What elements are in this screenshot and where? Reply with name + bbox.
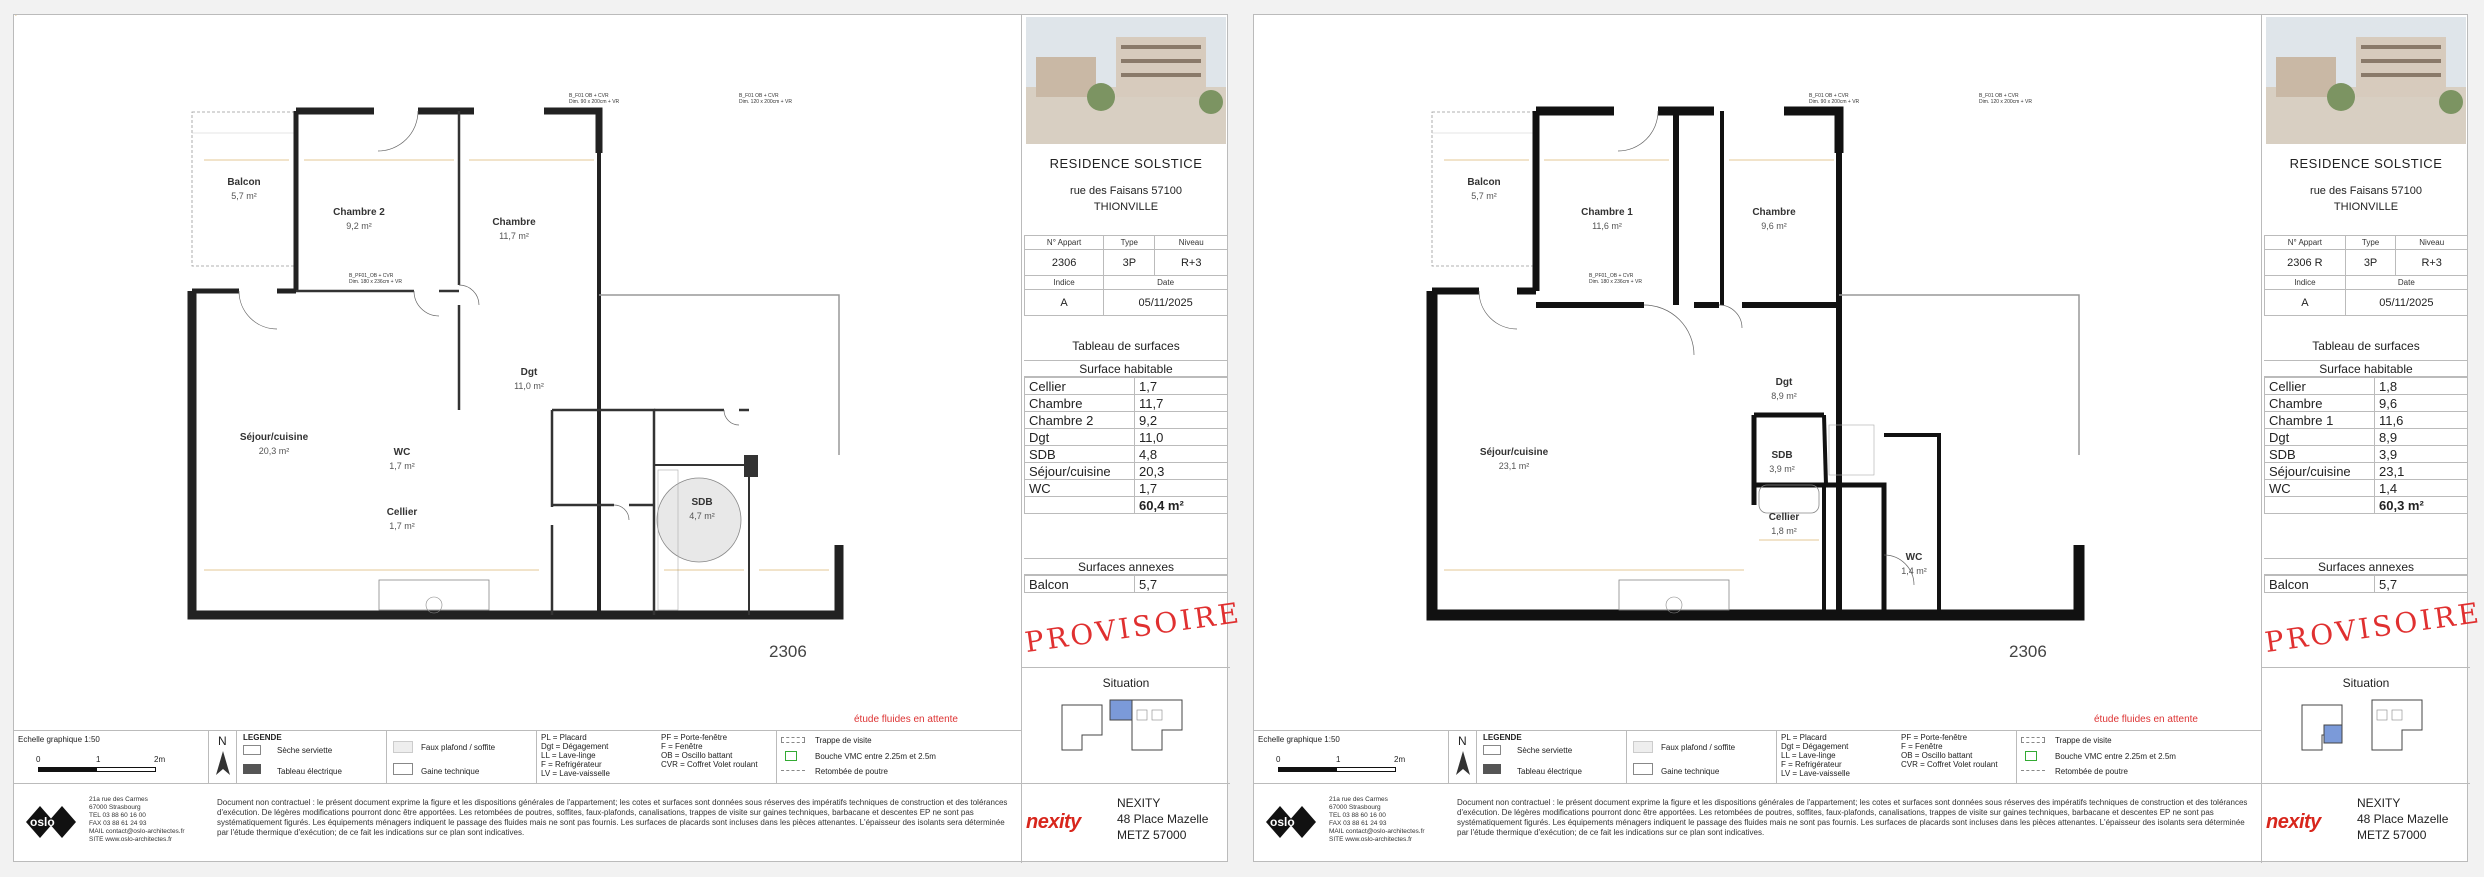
surface-area: 8,9 xyxy=(2375,429,2468,446)
legend-abbr-1 xyxy=(1777,731,1897,784)
abbr-2-2: OB = Oscillo battant xyxy=(661,751,733,760)
surface-room: SDB xyxy=(2265,446,2375,463)
room-area: 4,7 m² xyxy=(689,511,715,521)
meta-header-appart: N° Appart xyxy=(1025,236,1104,250)
indice-header: Indice xyxy=(2265,276,2346,290)
oslo-addr-1: 67000 Strasbourg xyxy=(89,804,141,811)
residence-title: RESIDENCE SOLSTICE xyxy=(1049,156,1203,171)
legend-gaine: Gaine technique xyxy=(1661,767,1720,776)
svg-text:B_F01 OB + CVR: B_F01 OB + CVR xyxy=(1979,93,2019,99)
appart-value: 2306 xyxy=(1025,250,1104,276)
room-name: WC xyxy=(393,447,411,458)
room-name: Balcon xyxy=(227,177,261,188)
legend-abbr-1 xyxy=(537,731,657,784)
legend-vmc: Bouche VMC entre 2.25m et 2.5m xyxy=(2055,752,2176,761)
surface-row xyxy=(2265,463,2468,480)
residence-address xyxy=(1022,183,1230,215)
surface-area: 9,6 xyxy=(2375,395,2468,412)
indice-header: Indice xyxy=(1025,276,1104,290)
legend-title: LEGENDE xyxy=(243,733,282,742)
gaine-icon xyxy=(393,763,413,775)
abbr-1-1: Dgt = Dégagement xyxy=(541,742,609,751)
oslo-addr-0: 21a rue des Carmes xyxy=(89,796,148,803)
room-name: SDB xyxy=(1771,450,1793,461)
room-name: WC xyxy=(1905,552,1923,563)
abbr-2-1: F = Fenêtre xyxy=(1901,742,1943,751)
surface-total-blank xyxy=(2265,497,2375,514)
residence-address xyxy=(2262,183,2470,215)
room-area: 1,8 m² xyxy=(1771,526,1797,536)
trappe-icon xyxy=(781,737,805,743)
surface-area: 1,8 xyxy=(2375,378,2468,395)
disclaimer: Document non contractuel : le présent document exprime la figure et les dispositions générales de l'appartement; les cotes et surfaces sont données sous réserves des impératifs techniques de construction et des tolérances d'exécution. De légères modifications pourront donc être apportées. Les retombées de poutres, soffites, faux-plafonds, canalisations, trappes de visite sur gaines techniques, barbacane et descentes EP ne sont pas systématiquement figurés. Les équipements ménagers indiquent le passage des fluides mais ne sont pas fournis. Les surfaces de placards sont incluses dans les pièces attenantes. L'épaisseur des isolants sera déterminée par l'étude thermique d'exécution; de ce fait les indications sur ce plan sont indicatives. xyxy=(1457,798,2248,837)
surface-row xyxy=(2265,395,2468,412)
date-value: 05/11/2025 xyxy=(2345,290,2467,316)
abbr-2-3: CVR = Coffret Volet roulant xyxy=(661,760,758,769)
situation-label: Situation xyxy=(1022,667,1230,690)
scale-cell xyxy=(14,731,209,784)
floor-plan-drawing xyxy=(14,11,1021,730)
annexes-title: Surfaces annexes xyxy=(2264,558,2468,575)
oslo-addr-2: TEL 03 88 60 16 00 xyxy=(1329,812,1386,819)
niveau-value: R+3 xyxy=(2396,250,2468,276)
address-line-1: rue des Faisans 57100 xyxy=(1070,185,1182,197)
room-area: 23,1 m² xyxy=(1498,461,1530,471)
nexity-address xyxy=(2357,795,2448,843)
oslo-addr-5: SITE www.oslo-architectes.fr xyxy=(89,836,173,843)
svg-text:Dim. 180 x 236cm + VR: Dim. 180 x 236cm + VR xyxy=(1589,279,1642,285)
north-arrow-icon xyxy=(1454,749,1472,777)
surface-room: Chambre xyxy=(1025,395,1135,412)
room-area: 11,7 m² xyxy=(499,231,529,241)
habitable-table xyxy=(1024,377,1228,514)
svg-text:B_F01 OB + CVR: B_F01 OB + CVR xyxy=(569,93,609,99)
info-panel xyxy=(1021,15,1244,863)
room-area: 8,9 m² xyxy=(1771,391,1797,401)
room-area: 5,7 m² xyxy=(1471,191,1497,201)
legend-title: LEGENDE xyxy=(1483,733,1522,742)
scale-bar-black xyxy=(38,767,96,772)
abbr-2-1: F = Fenêtre xyxy=(661,742,703,751)
type-value: 3P xyxy=(1104,250,1155,276)
legend-strip xyxy=(14,730,1021,783)
room-area: 1,4 m² xyxy=(1901,566,1927,576)
north-cell xyxy=(209,731,237,784)
scale-bar-black xyxy=(1278,767,1336,772)
abbr-1-3: F = Refrigérateur xyxy=(541,760,602,769)
date-header: Date xyxy=(2345,276,2467,290)
surface-row xyxy=(1025,463,1228,480)
abbr-1-4: LV = Lave-vaisselle xyxy=(1781,769,1850,778)
room-area: 11,6 m² xyxy=(1592,221,1622,231)
oslo-addr-2: TEL 03 88 60 16 00 xyxy=(89,812,146,819)
abbr-1-0: PL = Placard xyxy=(1781,733,1827,742)
appart-value: 2306 R xyxy=(2265,250,2346,276)
surface-total: 60,3 m² xyxy=(2375,497,2468,514)
surface-area: 23,1 xyxy=(2375,463,2468,480)
annexe-area: 5,7 xyxy=(2375,576,2468,593)
north-cell xyxy=(1449,731,1477,784)
floor-plan-drawing xyxy=(1254,15,2261,730)
fluides-note: étude fluides en attente xyxy=(854,714,958,725)
retombee-icon xyxy=(781,770,805,774)
situation-label: Situation xyxy=(2262,667,2470,690)
oslo-address xyxy=(1329,796,1425,844)
scale-label: Echelle graphique 1:50 xyxy=(1258,735,1340,744)
room-area: 9,6 m² xyxy=(1761,221,1787,231)
meta-header-niveau: Niveau xyxy=(1155,236,1228,250)
nexity-addr-1: 48 Place Mazelle xyxy=(1117,812,1209,826)
surface-area: 11,6 xyxy=(2375,412,2468,429)
meta-header-type: Type xyxy=(2345,236,2396,250)
nexity-address xyxy=(1117,795,1208,843)
svg-text:Dim. 90 x 200cm + VR: Dim. 90 x 200cm + VR xyxy=(1809,99,1860,105)
room-name: SDB xyxy=(691,497,713,508)
room-area: 1,7 m² xyxy=(389,521,415,531)
building-photo xyxy=(1026,17,1226,144)
scale-bar-white xyxy=(96,767,156,772)
abbr-1-0: PL = Placard xyxy=(541,733,587,742)
tableau-icon xyxy=(1483,764,1501,774)
oslo-logo xyxy=(1262,800,1320,842)
surface-row xyxy=(1025,378,1228,395)
scale-cell xyxy=(1254,731,1449,784)
meta-table xyxy=(2264,235,2468,316)
nexity-box xyxy=(2262,783,2470,863)
svg-text:Dim. 180 x 236cm + VR: Dim. 180 x 236cm + VR xyxy=(349,279,402,285)
surface-room: Cellier xyxy=(1025,378,1135,395)
room-name: Cellier xyxy=(386,507,418,518)
surfaces-title: Tableau de surfaces xyxy=(2312,339,2420,353)
legend-vmc: Bouche VMC entre 2.25m et 2.5m xyxy=(815,752,936,761)
legend-strip xyxy=(1254,730,2261,783)
annexes-table xyxy=(1024,575,1228,593)
plan-number: 2306 xyxy=(2009,642,2047,661)
oslo-addr-3: FAX 03 88 61 24 93 xyxy=(89,820,147,827)
situation-map xyxy=(1042,690,1212,760)
annexe-row xyxy=(1025,576,1228,593)
room-area: 11,0 m² xyxy=(514,381,544,391)
surface-row xyxy=(1025,395,1228,412)
surface-row xyxy=(2265,446,2468,463)
habitable-table xyxy=(2264,377,2468,514)
scale-tick-0: 0 xyxy=(1276,755,1281,764)
vmc-icon xyxy=(785,751,797,761)
abbr-1-2: LL = Lave-linge xyxy=(1781,751,1836,760)
legend-cell-2 xyxy=(387,731,537,784)
abbr-2-0: PF = Porte-fenêtre xyxy=(1901,733,1968,742)
surface-area: 1,7 xyxy=(1135,480,1228,497)
scale-tick-2: 2m xyxy=(1394,755,1406,764)
plan-number: 2306 xyxy=(769,642,807,661)
nexity-addr-2: METZ 57000 xyxy=(1117,828,1187,842)
surface-room: WC xyxy=(2265,480,2375,497)
address-line-1: rue des Faisans 57100 xyxy=(2310,185,2422,197)
svg-text:B_F01 OB + CVR: B_F01 OB + CVR xyxy=(739,93,779,99)
svg-text:.: . xyxy=(15,11,17,18)
window-tag xyxy=(349,93,792,285)
tableau-icon xyxy=(243,764,261,774)
room-name: Séjour/cuisine xyxy=(239,432,309,443)
surface-total-row xyxy=(1025,497,1228,514)
plan-sheet-left xyxy=(13,11,1244,862)
legend-cell-2 xyxy=(1627,731,1777,784)
surface-room: WC xyxy=(1025,480,1135,497)
oslo-logo xyxy=(22,800,80,842)
room-name: Chambre 1 xyxy=(1581,207,1633,218)
svg-text:B_PF01_OB + CVR: B_PF01_OB + CVR xyxy=(1589,273,1634,279)
abbr-1-4: LV = Lave-vaisselle xyxy=(541,769,610,778)
room-area: 20,3 m² xyxy=(258,446,290,456)
surface-room: Séjour/cuisine xyxy=(1025,463,1135,480)
legend-retombee: Retombée de poutre xyxy=(815,767,888,776)
surface-total: 60,4 m² xyxy=(1135,497,1228,514)
nexity-addr-2: METZ 57000 xyxy=(2357,828,2427,842)
meta-header-niveau: Niveau xyxy=(2396,236,2468,250)
date-header: Date xyxy=(1104,276,1228,290)
surface-area: 4,8 xyxy=(1135,446,1228,463)
surface-room: Chambre 1 xyxy=(2265,412,2375,429)
legend-tableau: Tableau électrique xyxy=(277,767,342,776)
legend-cell-1 xyxy=(237,731,387,784)
nexity-addr-0: NEXITY xyxy=(1117,796,1161,810)
legend-abbr-2 xyxy=(1897,731,2017,784)
surface-row xyxy=(2265,429,2468,446)
annexe-row xyxy=(2265,576,2468,593)
legend-trappe: Trappe de visite xyxy=(815,736,872,745)
scale-label: Echelle graphique 1:50 xyxy=(18,735,100,744)
nexity-addr-0: NEXITY xyxy=(2357,796,2401,810)
surface-row xyxy=(1025,412,1228,429)
room-name: Chambre xyxy=(1752,207,1796,218)
legend-trappe: Trappe de visite xyxy=(2055,736,2112,745)
surface-room: Séjour/cuisine xyxy=(2265,463,2375,480)
annexes-title: Surfaces annexes xyxy=(1024,558,1228,575)
meta-header-appart: N° Appart xyxy=(2265,236,2346,250)
surface-room: SDB xyxy=(1025,446,1135,463)
nexity-box xyxy=(1022,783,1230,863)
abbr-1-1: Dgt = Dégagement xyxy=(1781,742,1849,751)
north-label: N xyxy=(218,734,227,748)
trappe-icon xyxy=(2021,737,2045,743)
legend-retombee: Retombée de poutre xyxy=(2055,767,2128,776)
north-arrow-icon xyxy=(214,749,232,777)
habitable-title: Surface habitable xyxy=(1024,360,1228,377)
meta-header-type: Type xyxy=(1104,236,1155,250)
seche-icon xyxy=(243,745,261,755)
provisoire-stamp: PROVISOIRE xyxy=(1022,595,1244,660)
oslo-addr-3: FAX 03 88 61 24 93 xyxy=(1329,820,1387,827)
oslo-addr-1: 67000 Strasbourg xyxy=(1329,804,1381,811)
surface-row xyxy=(1025,429,1228,446)
annexe-room: Balcon xyxy=(1025,576,1135,593)
surface-total-blank xyxy=(1025,497,1135,514)
legend-cell-1 xyxy=(1477,731,1627,784)
svg-text:Dim. 120 x 200cm + VR: Dim. 120 x 200cm + VR xyxy=(739,99,792,105)
abbr-1-3: F = Refrigérateur xyxy=(1781,760,1842,769)
fluides-note: étude fluides en attente xyxy=(2094,714,2198,725)
surface-area: 3,9 xyxy=(2375,446,2468,463)
surfaces-title: Tableau de surfaces xyxy=(1072,339,1180,353)
surface-area: 11,7 xyxy=(1135,395,1228,412)
room-area: 1,7 m² xyxy=(389,461,415,471)
svg-text:Dim. 120 x 200cm + VR: Dim. 120 x 200cm + VR xyxy=(1979,99,2032,105)
room-area: 3,9 m² xyxy=(1769,464,1795,474)
indice-value: A xyxy=(1025,290,1104,316)
room-name: Chambre 2 xyxy=(333,207,385,218)
oslo-addr-5: SITE www.oslo-architectes.fr xyxy=(1329,836,1413,843)
surface-row xyxy=(2265,412,2468,429)
residence-title: RESIDENCE SOLSTICE xyxy=(2289,156,2443,171)
oslo-logo-text: oslo xyxy=(1270,815,1295,829)
meta-table xyxy=(1024,235,1228,316)
svg-text:B_F01 OB + CVR: B_F01 OB + CVR xyxy=(1809,93,1849,99)
abbr-1-2: LL = Lave-linge xyxy=(541,751,596,760)
address-line-2: THIONVILLE xyxy=(1093,201,1159,213)
scale-tick-1: 1 xyxy=(96,755,101,764)
oslo-address xyxy=(89,796,185,844)
surface-area: 11,0 xyxy=(1135,429,1228,446)
surface-room: Cellier xyxy=(2265,378,2375,395)
legend-faux-plafond: Faux plafond / soffite xyxy=(1661,743,1736,752)
surface-area: 1,4 xyxy=(2375,480,2468,497)
niveau-value: R+3 xyxy=(1155,250,1228,276)
window-tag xyxy=(1589,93,2032,285)
disclaimer: Document non contractuel : le présent document exprime la figure et les dispositions générales de l'appartement; les cotes et surfaces sont données sous réserves des impératifs techniques de construction et des tolérances d'exécution. De légères modifications pourront donc être apportées. Les retombées de poutres, soffites, faux-plafonds, canalisations, trappes de visite sur gaines techniques, barbacane et descentes EP ne sont pas systématiquement figurés. Les équipements ménagers indiquent le passage des fluides mais ne sont pas fournis. Les surfaces de placards sont incluses dans les pièces attenantes. L'épaisseur des isolants sera déterminée par l'étude thermique d'exécution; de ce fait les indications sur ce plan sont indicatives. xyxy=(217,798,1008,837)
legend-seche: Sèche serviette xyxy=(277,746,333,755)
surface-area: 1,7 xyxy=(1135,378,1228,395)
legend-seche: Sèche serviette xyxy=(1517,746,1573,755)
floor-plan xyxy=(14,11,1021,730)
room-area: 5,7 m² xyxy=(231,191,257,201)
room-name: Cellier xyxy=(1768,512,1800,523)
surface-row xyxy=(2265,480,2468,497)
surface-room: Chambre 2 xyxy=(1025,412,1135,429)
surface-total-row xyxy=(2265,497,2468,514)
scale-bar-white xyxy=(1336,767,1396,772)
scale-tick-0: 0 xyxy=(36,755,41,764)
nexity-logo: nexity xyxy=(1026,811,1081,833)
footer xyxy=(1254,783,2261,863)
surface-row xyxy=(2265,378,2468,395)
situation-map xyxy=(2282,690,2452,760)
scale-tick-2: 2m xyxy=(154,755,166,764)
footer xyxy=(14,783,1021,863)
oslo-addr-0: 21a rue des Carmes xyxy=(1329,796,1388,803)
nexity-addr-1: 48 Place Mazelle xyxy=(2357,812,2449,826)
date-value: 05/11/2025 xyxy=(1104,290,1228,316)
room-name: Chambre xyxy=(492,217,536,228)
annexe-room: Balcon xyxy=(2265,576,2375,593)
building-photo xyxy=(2266,17,2466,144)
type-value: 3P xyxy=(2345,250,2396,276)
room-name: Dgt xyxy=(1775,377,1793,388)
legend-tableau: Tableau électrique xyxy=(1517,767,1582,776)
legend-gaine: Gaine technique xyxy=(421,767,480,776)
faux-plafond-icon xyxy=(1633,741,1653,753)
info-panel xyxy=(2261,15,2484,863)
room-name: Dgt xyxy=(520,367,538,378)
address-line-2: THIONVILLE xyxy=(2333,201,2399,213)
annexes-table xyxy=(2264,575,2468,593)
abbr-2-0: PF = Porte-fenêtre xyxy=(661,733,728,742)
annexe-area: 5,7 xyxy=(1135,576,1228,593)
legend-cell-3 xyxy=(2017,731,2261,784)
nexity-logo: nexity xyxy=(2266,811,2321,833)
surface-room: Chambre xyxy=(2265,395,2375,412)
surface-row xyxy=(1025,480,1228,497)
room-name: Balcon xyxy=(1467,177,1501,188)
scale-tick-1: 1 xyxy=(1336,755,1341,764)
gaine-icon xyxy=(1633,763,1653,775)
plan-sheet-right xyxy=(1253,14,2484,862)
faux-plafond-icon xyxy=(393,741,413,753)
seche-icon xyxy=(1483,745,1501,755)
surface-room: Dgt xyxy=(1025,429,1135,446)
legend-faux-plafond: Faux plafond / soffite xyxy=(421,743,496,752)
surface-row xyxy=(1025,446,1228,463)
surface-area: 9,2 xyxy=(1135,412,1228,429)
surface-room: Dgt xyxy=(2265,429,2375,446)
svg-text:B_PF01_OB + CVR: B_PF01_OB + CVR xyxy=(349,273,394,279)
retombee-icon xyxy=(2021,770,2045,774)
abbr-2-2: OB = Oscillo battant xyxy=(1901,751,1973,760)
oslo-addr-4: MAIL contact@oslo-architectes.fr xyxy=(89,828,185,835)
north-label: N xyxy=(1458,734,1467,748)
legend-cell-3 xyxy=(777,731,1021,784)
surface-area: 20,3 xyxy=(1135,463,1228,480)
room-name: Séjour/cuisine xyxy=(1479,447,1549,458)
svg-text:Dim. 90 x 200cm + VR: Dim. 90 x 200cm + VR xyxy=(569,99,620,105)
legend-abbr-2 xyxy=(657,731,777,784)
habitable-title: Surface habitable xyxy=(2264,360,2468,377)
vmc-icon xyxy=(2025,751,2037,761)
abbr-2-3: CVR = Coffret Volet roulant xyxy=(1901,760,1998,769)
room-area: 9,2 m² xyxy=(346,221,372,231)
floor-plan xyxy=(1254,15,2261,730)
oslo-logo-text: oslo xyxy=(30,815,55,829)
provisoire-stamp: PROVISOIRE xyxy=(2262,595,2484,660)
oslo-addr-4: MAIL contact@oslo-architectes.fr xyxy=(1329,828,1425,835)
indice-value: A xyxy=(2265,290,2346,316)
